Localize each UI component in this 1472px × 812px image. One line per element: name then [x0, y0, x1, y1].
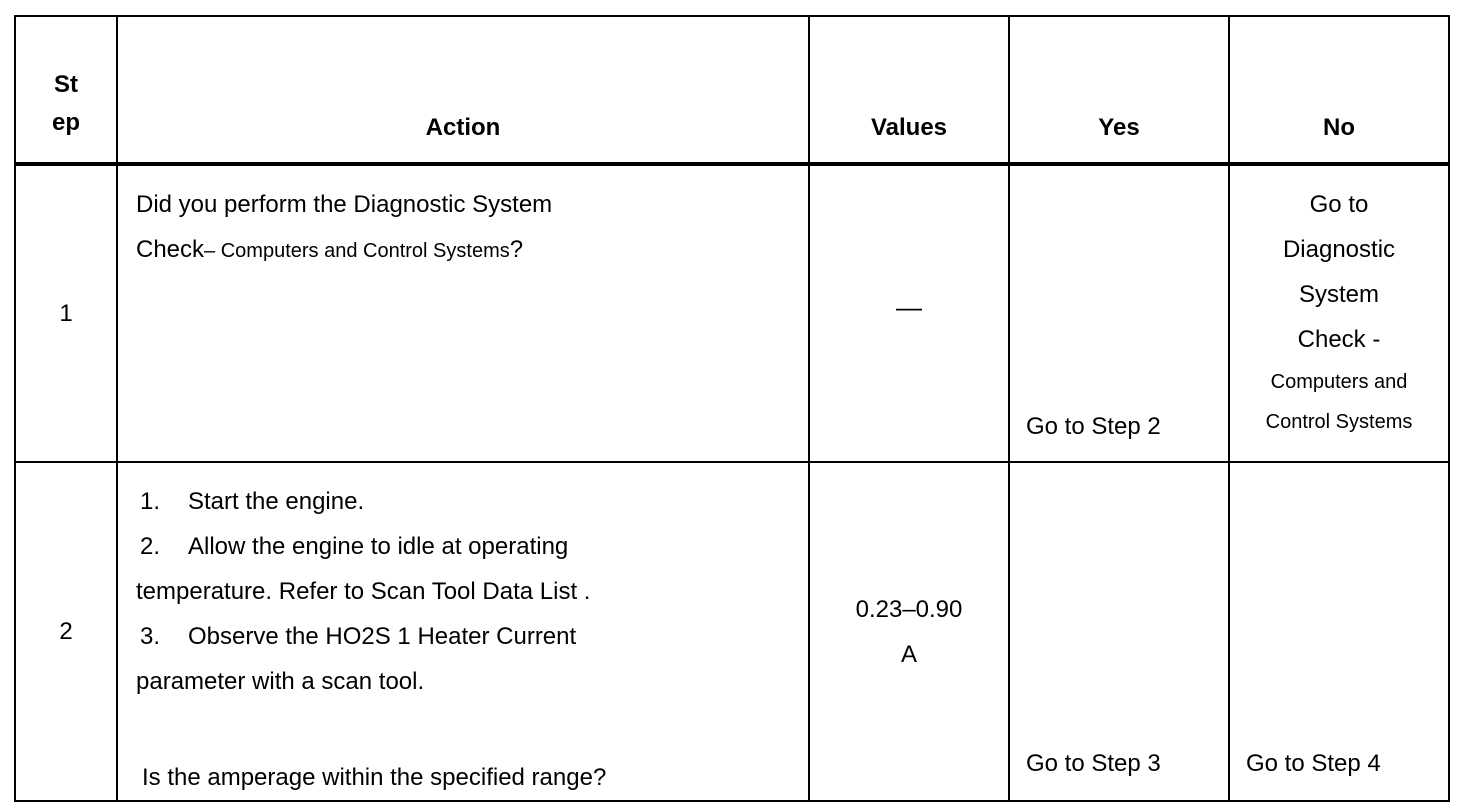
step-number: 2 [59, 617, 73, 645]
no-line: Check - [1297, 326, 1381, 353]
action-column-header: Action [117, 16, 809, 164]
list-number: 2. [140, 533, 161, 560]
action-list [136, 479, 798, 791]
table-row [15, 462, 1449, 801]
go-to-step-2-link[interactable]: Go to Step 2 [1026, 413, 1161, 440]
go-to-step-3-link[interactable]: Go to Step 3 [1026, 750, 1161, 777]
no-small-line: Control Systems [1265, 411, 1413, 433]
no-line: Go to [1309, 191, 1369, 218]
action-line: Did you perform the Diagnostic System [136, 191, 553, 218]
value-range [810, 587, 1008, 677]
list-item-continuation [136, 569, 798, 614]
value-text: — [896, 292, 922, 322]
action-text [136, 182, 798, 274]
yes-cell [1009, 164, 1229, 462]
list-item [136, 479, 798, 524]
list-number: 3. [140, 623, 161, 650]
action-cell [117, 164, 809, 462]
no-line: Diagnostic [1282, 236, 1396, 263]
diagnostic-system-check-link[interactable] [1230, 182, 1448, 442]
step-cell [15, 462, 117, 801]
list-number: 1. [140, 488, 161, 515]
list-item [136, 614, 798, 659]
no-column-header: No [1229, 16, 1449, 164]
go-to-step-4-link[interactable]: Go to Step 4 [1246, 750, 1381, 777]
value-line: 0.23–0.90 [855, 596, 963, 623]
value-unit: A [900, 641, 917, 668]
action-check-word: Check [136, 236, 205, 263]
header-row [15, 16, 1449, 164]
no-line: System [1298, 281, 1379, 308]
no-cell [1229, 164, 1449, 462]
action-dash: – [204, 240, 221, 262]
computers-control-systems-link[interactable]: Computers and Control Systems [220, 240, 510, 262]
question-mark: ? [509, 236, 524, 263]
question-text: Is the amperage within the specified range? [142, 764, 607, 791]
values-cell [809, 462, 1009, 801]
diagnostic-table-wrapper [14, 15, 1448, 800]
list-text: parameter with a scan tool. [136, 668, 425, 695]
step-cell [15, 164, 117, 462]
scan-tool-data-list-link[interactable]: temperature. Refer to Scan Tool Data List . [136, 578, 591, 605]
step-number: 1 [59, 299, 73, 327]
action-cell [117, 462, 809, 801]
yes-column-header: Yes [1009, 16, 1229, 164]
list-text: Allow the engine to idle at operating [188, 533, 569, 560]
table-row [15, 164, 1449, 462]
list-text: Observe the HO2S 1 Heater Current [188, 623, 577, 650]
step-header-line1: St [54, 71, 78, 98]
values-cell [809, 164, 1009, 462]
no-small-line: Computers and [1270, 371, 1408, 393]
list-item-continuation [136, 659, 798, 704]
list-item [136, 524, 798, 569]
no-cell [1229, 462, 1449, 801]
yes-cell [1009, 462, 1229, 801]
list-text: Start the engine. [188, 488, 365, 515]
step-header-line2: ep [51, 109, 80, 136]
values-column-header: Values [809, 16, 1009, 164]
diagnostic-table [14, 15, 1450, 802]
step-column-header [15, 16, 117, 164]
